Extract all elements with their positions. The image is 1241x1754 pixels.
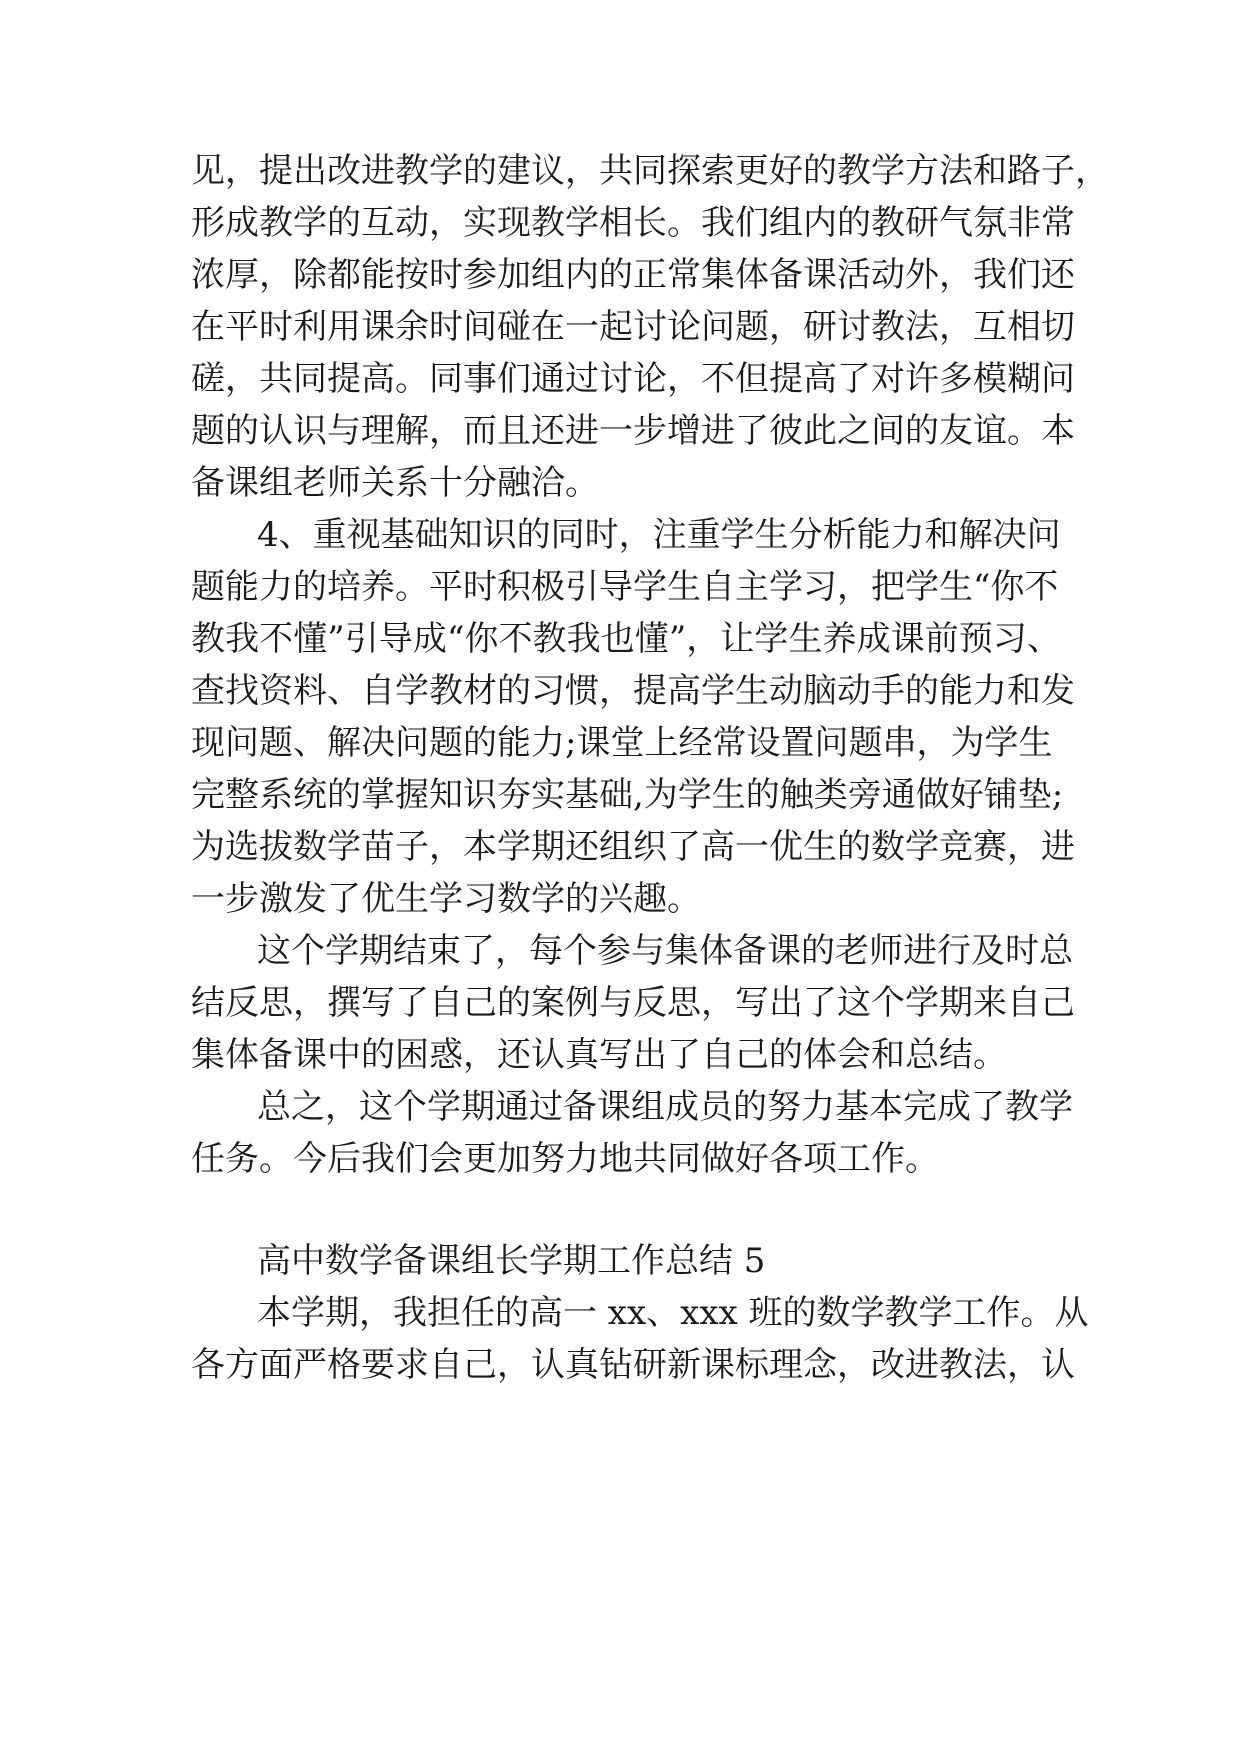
paragraph-line: 形成教学的互动，实现教学相长。我们组内的教研气氛非常 xyxy=(191,203,1075,243)
paragraph-line: 见，提出改进教学的建议，共同探索更好的教学方法和路子， xyxy=(191,151,1109,191)
paragraph-line: 备课组老师关系十分融洽。 xyxy=(191,463,599,503)
paragraph-line: 各方面严格要求自己，认真钻研新课标理念，改进教法，认 xyxy=(191,1345,1075,1385)
paragraph-first-line: 本学期，我担任的高一 xx、xxx 班的数学教学工作。从 xyxy=(257,1293,1089,1333)
paragraph-first-line: 4、重视基础知识的同时，注重学生分析能力和解决问 xyxy=(257,515,1061,555)
paragraph-line: 现问题、解决问题的能力;课堂上经常设置问题串，为学生 xyxy=(191,723,1053,763)
paragraph-line: 题的认识与理解，而且还进一步增进了彼此之间的友谊。本 xyxy=(191,411,1075,451)
paragraph-first-line: 这个学期结束了，每个参与集体备课的老师进行及时总 xyxy=(257,931,1073,971)
paragraph-line: 题能力的培养。平时积极引导学生自主学习，把学生“你不 xyxy=(191,567,1059,607)
paragraph-line: 浓厚，除都能按时参加组内的正常集体备课活动外，我们还 xyxy=(191,255,1075,295)
paragraph-line: 一步激发了优生学习数学的兴趣。 xyxy=(191,879,701,919)
paragraph-line: 查找资料、自学教材的习惯，提高学生动脑动手的能力和发 xyxy=(191,671,1075,711)
paragraph-line: 完整系统的掌握知识夯实基础,为学生的触类旁通做好铺垫; xyxy=(191,775,1064,815)
paragraph-line: 为选拔数学苗子，本学期还组织了高一优生的数学竞赛，进 xyxy=(191,827,1075,867)
paragraph-line: 教我不懂”引导成“你不教我也懂”，让学生养成课前预习、 xyxy=(191,619,1061,659)
paragraph-line: 在平时利用课余时间碰在一起讨论问题，研讨教法，互相切 xyxy=(191,307,1075,347)
paragraph-line: 磋，共同提高。同事们通过讨论，不但提高了对许多模糊问 xyxy=(191,359,1075,399)
paragraph-line: 集体备课中的困惑，还认真写出了自己的体会和总结。 xyxy=(191,1035,1007,1075)
section-heading: 高中数学备课组长学期工作总结 5 xyxy=(257,1241,766,1281)
paragraph-line: 结反思，撰写了自己的案例与反思，写出了这个学期来自己 xyxy=(191,983,1075,1023)
paragraph-line: 任务。今后我们会更加努力地共同做好各项工作。 xyxy=(191,1139,939,1179)
paragraph-first-line: 总之，这个学期通过备课组成员的努力基本完成了教学 xyxy=(257,1087,1073,1127)
